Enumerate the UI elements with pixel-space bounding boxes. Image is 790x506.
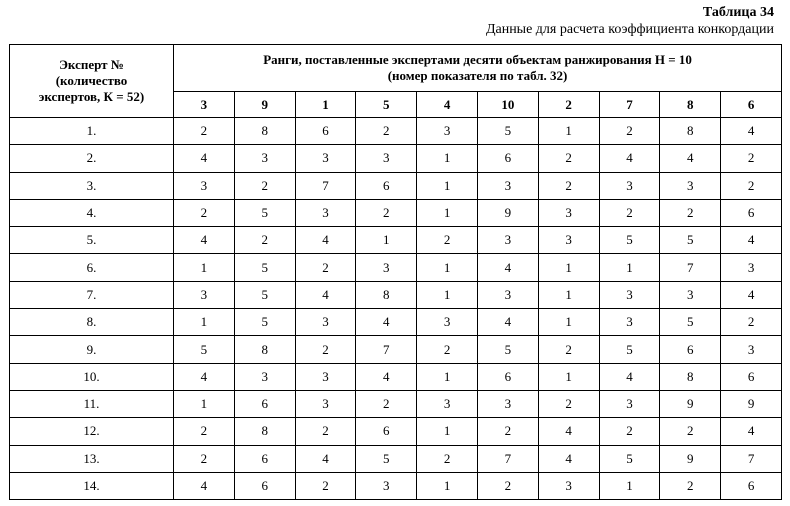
rank-cell: 2 <box>295 254 356 281</box>
rank-cell: 3 <box>356 472 417 499</box>
rank-cell: 1 <box>417 145 478 172</box>
ranks-group-header <box>174 45 782 92</box>
rank-cell: 2 <box>538 390 599 417</box>
rank-cell: 8 <box>234 336 295 363</box>
rank-cell: 7 <box>356 336 417 363</box>
expert-header-line: (количество <box>55 73 128 88</box>
rank-cell: 1 <box>538 254 599 281</box>
rank-cell: 4 <box>538 418 599 445</box>
rank-cell: 2 <box>174 418 235 445</box>
rank-cell: 8 <box>234 118 295 145</box>
rank-cell: 2 <box>356 199 417 226</box>
rank-cell: 5 <box>234 309 295 336</box>
expert-number-cell: 5. <box>10 227 174 254</box>
rank-cell: 7 <box>660 254 721 281</box>
rank-cell: 1 <box>599 472 660 499</box>
rank-cell: 2 <box>599 199 660 226</box>
rank-cell: 5 <box>599 336 660 363</box>
rank-cell: 9 <box>721 390 782 417</box>
expert-number-cell: 14. <box>10 472 174 499</box>
table-row <box>10 199 782 226</box>
rank-cell: 2 <box>538 172 599 199</box>
table-row <box>10 281 782 308</box>
rank-cell: 1 <box>538 363 599 390</box>
table-body <box>10 118 782 500</box>
rank-cell: 5 <box>660 309 721 336</box>
rank-cell: 3 <box>356 145 417 172</box>
rank-cell: 2 <box>417 227 478 254</box>
rank-cell: 2 <box>599 418 660 445</box>
rank-cell: 3 <box>538 199 599 226</box>
rank-cell: 5 <box>599 445 660 472</box>
rank-cell: 3 <box>295 199 356 226</box>
object-column-header: 5 <box>356 92 417 118</box>
rank-cell: 4 <box>174 145 235 172</box>
rank-cell: 5 <box>599 227 660 254</box>
table-row <box>10 254 782 281</box>
object-column-header: 3 <box>174 92 235 118</box>
rank-cell: 5 <box>356 445 417 472</box>
rank-cell: 3 <box>599 281 660 308</box>
rank-cell: 3 <box>538 472 599 499</box>
rank-cell: 6 <box>234 445 295 472</box>
rank-cell: 5 <box>660 227 721 254</box>
rank-cell: 3 <box>538 227 599 254</box>
object-column-header: 7 <box>599 92 660 118</box>
rank-cell: 1 <box>417 199 478 226</box>
rank-cell: 4 <box>356 309 417 336</box>
rank-cell: 6 <box>477 145 538 172</box>
rank-cell: 7 <box>295 172 356 199</box>
table-caption <box>486 4 774 38</box>
rank-cell: 4 <box>295 281 356 308</box>
rank-cell: 9 <box>660 390 721 417</box>
rank-cell: 1 <box>356 227 417 254</box>
expert-number-cell: 8. <box>10 309 174 336</box>
expert-column-header <box>10 45 174 118</box>
rank-cell: 3 <box>295 363 356 390</box>
rank-cell: 6 <box>295 118 356 145</box>
rank-cell: 4 <box>295 445 356 472</box>
rank-cell: 5 <box>174 336 235 363</box>
rank-cell: 3 <box>477 281 538 308</box>
rank-cell: 2 <box>356 118 417 145</box>
rank-cell: 2 <box>295 472 356 499</box>
rank-cell: 2 <box>417 445 478 472</box>
rank-cell: 4 <box>721 281 782 308</box>
ranks-header-line: (номер показателя по табл. 32) <box>387 68 568 83</box>
rank-cell: 1 <box>538 309 599 336</box>
rank-cell: 4 <box>721 227 782 254</box>
rank-cell: 4 <box>174 472 235 499</box>
rank-cell: 2 <box>356 390 417 417</box>
rank-cell: 3 <box>417 309 478 336</box>
rank-cell: 3 <box>356 254 417 281</box>
rank-cell: 1 <box>417 281 478 308</box>
rank-cell: 4 <box>599 363 660 390</box>
rank-cell: 2 <box>721 309 782 336</box>
rank-cell: 3 <box>660 172 721 199</box>
expert-number-cell: 1. <box>10 118 174 145</box>
rank-cell: 2 <box>234 172 295 199</box>
table-row <box>10 390 782 417</box>
rank-cell: 5 <box>477 118 538 145</box>
rank-cell: 2 <box>174 199 235 226</box>
rank-cell: 1 <box>599 254 660 281</box>
rank-cell: 1 <box>174 254 235 281</box>
object-column-header: 9 <box>234 92 295 118</box>
object-column-header: 4 <box>417 92 478 118</box>
table-row <box>10 445 782 472</box>
rank-cell: 3 <box>174 172 235 199</box>
rank-cell: 2 <box>234 227 295 254</box>
expert-number-cell: 6. <box>10 254 174 281</box>
table-number: Таблица 34 <box>702 5 774 20</box>
object-column-header: 8 <box>660 92 721 118</box>
rank-cell: 3 <box>174 281 235 308</box>
rank-cell: 1 <box>417 254 478 281</box>
table-row <box>10 172 782 199</box>
rank-cell: 2 <box>660 199 721 226</box>
expert-header-line: экспертов, К = 52) <box>38 89 145 104</box>
expert-number-cell: 12. <box>10 418 174 445</box>
rank-cell: 3 <box>660 281 721 308</box>
rank-cell: 6 <box>721 472 782 499</box>
rank-cell: 2 <box>538 336 599 363</box>
rank-cell: 3 <box>599 390 660 417</box>
rank-cell: 8 <box>660 118 721 145</box>
rank-cell: 1 <box>538 118 599 145</box>
table-row <box>10 227 782 254</box>
rank-cell: 6 <box>721 199 782 226</box>
expert-number-cell: 9. <box>10 336 174 363</box>
rank-cell: 1 <box>174 390 235 417</box>
rank-cell: 2 <box>174 118 235 145</box>
rank-cell: 2 <box>660 418 721 445</box>
rank-cell: 3 <box>417 118 478 145</box>
rank-cell: 3 <box>477 227 538 254</box>
rank-cell: 4 <box>477 254 538 281</box>
expert-number-cell: 4. <box>10 199 174 226</box>
rank-cell: 3 <box>295 309 356 336</box>
rank-cell: 2 <box>477 418 538 445</box>
rank-cell: 3 <box>599 172 660 199</box>
expert-number-cell: 13. <box>10 445 174 472</box>
table-row <box>10 309 782 336</box>
rank-cell: 1 <box>417 472 478 499</box>
rank-cell: 5 <box>234 254 295 281</box>
rank-cell: 1 <box>538 281 599 308</box>
table-row <box>10 418 782 445</box>
object-column-header: 2 <box>538 92 599 118</box>
rank-cell: 5 <box>234 281 295 308</box>
rank-cell: 6 <box>721 363 782 390</box>
rank-cell: 2 <box>538 145 599 172</box>
rank-cell: 4 <box>721 418 782 445</box>
rank-cell: 7 <box>477 445 538 472</box>
rank-cell: 3 <box>295 390 356 417</box>
table-row <box>10 472 782 499</box>
rank-cell: 2 <box>295 336 356 363</box>
rank-cell: 4 <box>356 363 417 390</box>
rank-cell: 5 <box>477 336 538 363</box>
rank-cell: 7 <box>721 445 782 472</box>
rank-cell: 2 <box>721 145 782 172</box>
rank-cell: 3 <box>234 363 295 390</box>
rank-cell: 6 <box>234 472 295 499</box>
rank-cell: 2 <box>660 472 721 499</box>
rank-cell: 4 <box>660 145 721 172</box>
rank-cell: 4 <box>721 118 782 145</box>
rank-cell: 1 <box>174 309 235 336</box>
concordance-data-table <box>9 44 782 500</box>
rank-cell: 5 <box>234 199 295 226</box>
rank-cell: 4 <box>477 309 538 336</box>
rank-cell: 1 <box>417 363 478 390</box>
rank-cell: 3 <box>234 145 295 172</box>
rank-cell: 4 <box>538 445 599 472</box>
rank-cell: 8 <box>234 418 295 445</box>
rank-cell: 3 <box>417 390 478 417</box>
rank-cell: 4 <box>174 363 235 390</box>
object-column-header: 10 <box>477 92 538 118</box>
rank-cell: 2 <box>174 445 235 472</box>
table-row <box>10 118 782 145</box>
rank-cell: 6 <box>660 336 721 363</box>
rank-cell: 6 <box>234 390 295 417</box>
rank-cell: 2 <box>295 418 356 445</box>
rank-cell: 3 <box>721 336 782 363</box>
rank-cell: 6 <box>477 363 538 390</box>
rank-cell: 9 <box>660 445 721 472</box>
rank-cell: 3 <box>599 309 660 336</box>
expert-header-line: Эксперт № <box>59 57 124 72</box>
rank-cell: 4 <box>599 145 660 172</box>
table-row <box>10 336 782 363</box>
object-column-header: 1 <box>295 92 356 118</box>
rank-cell: 3 <box>477 390 538 417</box>
rank-cell: 2 <box>477 472 538 499</box>
object-column-header: 6 <box>721 92 782 118</box>
rank-cell: 1 <box>417 418 478 445</box>
rank-cell: 9 <box>477 199 538 226</box>
table-title: Данные для расчета коэффициента конкордации <box>485 22 774 37</box>
table-row <box>10 363 782 390</box>
rank-cell: 3 <box>721 254 782 281</box>
rank-cell: 6 <box>356 172 417 199</box>
rank-cell: 2 <box>417 336 478 363</box>
rank-cell: 3 <box>295 145 356 172</box>
rank-cell: 1 <box>417 172 478 199</box>
rank-cell: 2 <box>599 118 660 145</box>
expert-number-cell: 10. <box>10 363 174 390</box>
table-row <box>10 145 782 172</box>
expert-number-cell: 2. <box>10 145 174 172</box>
rank-cell: 2 <box>721 172 782 199</box>
rank-cell: 8 <box>660 363 721 390</box>
rank-cell: 4 <box>295 227 356 254</box>
expert-number-cell: 7. <box>10 281 174 308</box>
expert-number-cell: 11. <box>10 390 174 417</box>
rank-cell: 4 <box>174 227 235 254</box>
expert-number-cell: 3. <box>10 172 174 199</box>
rank-cell: 6 <box>356 418 417 445</box>
ranks-header-line: Ранги, поставленные экспертами десяти объектам ранжирования Н = 10 <box>263 52 692 67</box>
rank-cell: 8 <box>356 281 417 308</box>
rank-cell: 3 <box>477 172 538 199</box>
